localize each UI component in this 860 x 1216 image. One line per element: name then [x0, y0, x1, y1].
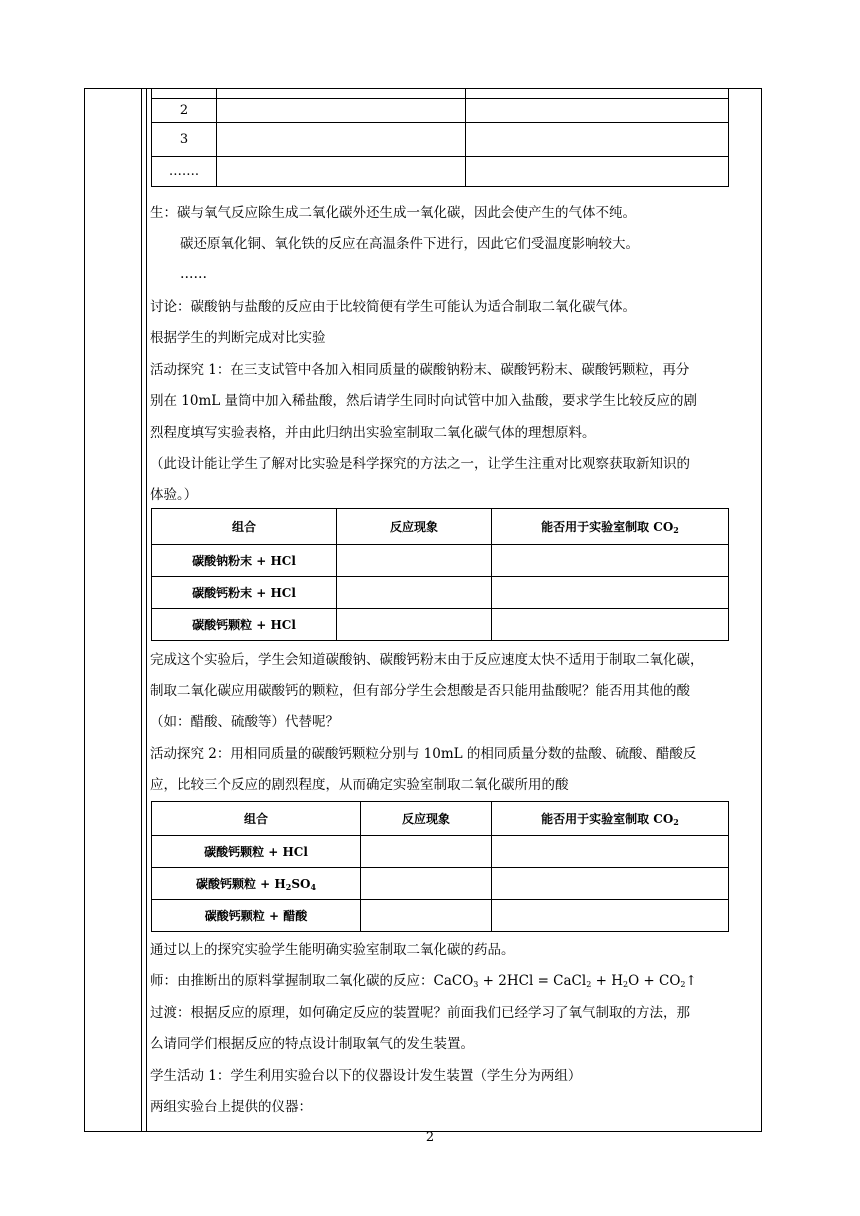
paragraph: （如：醋酸、硫酸等）代替呢？: [150, 714, 339, 730]
paragraph: 制取二氧化碳应用碳酸钙的颗粒，但有部分学生会想酸是否只能用盐酸呢？能否用其他的酸: [150, 683, 690, 699]
paragraph: 碳还原氧化铜、氧化铁的反应在高温条件下进行，因此它们受温度影响较大。: [180, 236, 639, 252]
equation-line: 师：由推断出的原料掌握制取二氧化碳的反应：CaCO$_3$ + 2HCl = CaCl$_2$ + $H_2O$ + $CO_2↑$: [150, 973, 697, 989]
paragraph: ……: [180, 266, 207, 282]
paragraph: 讨论：碳酸钠与盐酸的反应由于比较简便有学生可能认为适合制取二氧化碳气体。: [150, 299, 636, 315]
table-cell: 碳酸钙颗粒 + 醋酸: [152, 900, 361, 932]
table-header: 能否用于实验室制取 $CO_2$: [492, 802, 729, 836]
paragraph: 别在 10mL 量筒中加入稀盐酸，然后请学生同时向试管中加入盐酸，要求学生比较反应的剧: [150, 393, 698, 409]
paragraph: 完成这个实验后，学生会知道碳酸钠、碳酸钙粉末由于反应速度太快不适用于制取二氧化碳，: [150, 652, 704, 668]
left-column: [84, 88, 142, 1132]
paragraph: 生：碳与氧气反应除生成二氧化碳外还生成一氧化碳，因此会使产生的气体不纯。: [150, 205, 636, 221]
table-cell: 碳酸钙颗粒 + $H_2SO_4$: [152, 868, 361, 900]
top-table: [151, 88, 729, 187]
table-cell: 碳酸钙颗粒 + HCl: [152, 836, 361, 868]
table-header: 反应现象: [337, 509, 492, 545]
paragraph: 两组实验台上提供的仪器：: [150, 1099, 312, 1115]
paragraph: 体验。）: [150, 487, 198, 503]
table-cell: 3: [152, 122, 217, 156]
table-cell: 2: [152, 98, 217, 122]
paragraph: 学生活动 1：学生利用实验台以下的仪器设计发生装置（学生分为两组）: [150, 1068, 582, 1084]
table-cell: 碳酸钙颗粒 + HCl: [152, 609, 337, 641]
table-cell: …….: [152, 156, 217, 186]
table-header: 反应现象: [361, 802, 492, 836]
table-cell: 碳酸钠粉末 + HCl: [152, 545, 337, 577]
experiment-table-1: [151, 508, 729, 641]
paragraph: 活动探究 2：用相同质量的碳酸钙颗粒分别与 10mL 的相同质量分数的盐酸、硫酸、醋酸反: [150, 746, 697, 762]
paragraph: 活动探究 1：在三支试管中各加入相同质量的碳酸钠粉末、碳酸钙粉末、碳酸钙颗粒，再分: [150, 362, 690, 378]
page-number: 2: [425, 1130, 435, 1145]
table-header: 组合: [152, 802, 361, 836]
paragraph: 通过以上的探究实验学生能明确实验室制取二氧化碳的药品。: [150, 942, 515, 958]
paragraph: 么请同学们根据反应的特点设计制取氧气的发生装置。: [150, 1036, 474, 1052]
experiment-table-2: [151, 801, 729, 932]
table-header: 组合: [152, 509, 337, 545]
table-cell: 碳酸钙粉末 + HCl: [152, 577, 337, 609]
table-header: 能否用于实验室制取 $CO_2$: [492, 509, 729, 545]
paragraph: 应，比较三个反应的剧烈程度，从而确定实验室制取二氧化碳所用的酸: [150, 777, 569, 793]
paragraph: 过渡：根据反应的原理，如何确定反应的装置呢？前面我们已经学习了氧气制取的方法，那: [150, 1005, 690, 1021]
paragraph: 根据学生的判断完成对比实验: [150, 330, 326, 346]
paragraph: 烈程度填写实验表格，并由此归纳出实验室制取二氧化碳气体的理想原料。: [150, 425, 596, 441]
paragraph: （此设计能让学生了解对比实验是科学探究的方法之一，让学生注重对比观察获取新知识的: [150, 456, 690, 472]
narrow-column: [142, 88, 147, 1132]
